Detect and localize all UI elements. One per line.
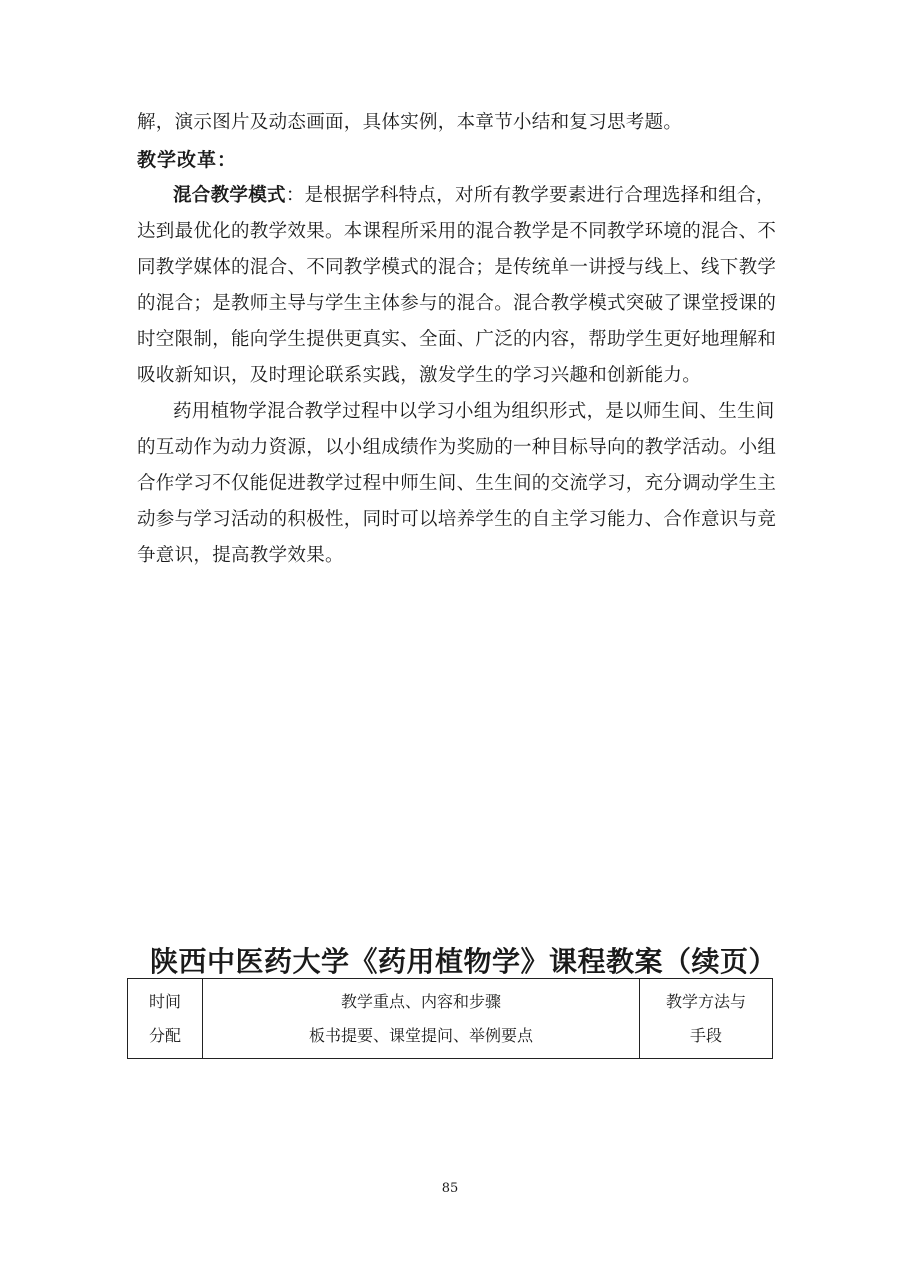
paragraph2-line-5: 争意识，提高教学效果。 <box>137 545 344 566</box>
teaching-methods-header <box>640 979 773 1059</box>
opening-line: 解，演示图片及动态画面，具体实例，本章节小结和复习思考题。 <box>137 112 683 133</box>
lead-term: 混合教学模式 <box>173 185 286 206</box>
paragraph1-line-1-text: ：是根据学科特点，对所有教学要素进行合理选择和组合， <box>285 185 775 206</box>
page-number: 85 <box>441 1181 459 1196</box>
teaching-methods-line-1: 教学方法与 <box>665 991 746 1011</box>
paragraph1-line-3: 同教学媒体的混合、不同教学模式的混合；是传统单一讲授与线上、线下教学 <box>137 257 777 278</box>
section-heading: 教学改革： <box>137 149 238 171</box>
paragraph1-line-2: 达到最优化的教学效果。本课程所采用的混合教学是不同教学环境的混合、不 <box>137 221 777 242</box>
paragraph2-line-4: 动参与学习活动的积极性，同时可以培养学生的自主学习能力、合作意识与竞 <box>137 509 777 530</box>
time-allocation-header <box>128 979 203 1059</box>
paragraph2-line-3: 合作学习不仅能促进教学过程中师生间、生生间的交流学习，充分调动学生主 <box>137 473 777 494</box>
paragraph1-line-6: 吸收新知识，及时理论联系实践，激发学生的学习兴趣和创新能力。 <box>137 365 702 386</box>
content-steps-header <box>203 979 640 1059</box>
time-allocation-line-1: 时间 <box>148 991 181 1011</box>
table-row <box>128 979 773 1059</box>
lesson-plan-header-table <box>127 978 773 1059</box>
teaching-methods-line-2: 手段 <box>689 1025 722 1045</box>
paragraph2-line-2: 的互动作为动力资源，以小组成绩作为奖励的一种目标导向的教学活动。小组 <box>137 437 777 458</box>
paragraph2-line-1: 药用植物学混合教学过程中以学习小组为组织形式，是以师生间、生生间 <box>173 401 775 422</box>
continuation-title: 陕西中医药大学《药用植物学》课程教案（续页） <box>150 945 778 978</box>
paragraph1-line-4: 的混合；是教师主导与学生主体参与的混合。混合教学模式突破了课堂授课的 <box>137 293 777 314</box>
content-steps-line-2: 板书提要、课堂提问、举例要点 <box>308 1025 533 1045</box>
time-allocation-line-2: 分配 <box>148 1025 181 1045</box>
paragraph1-line-5: 时空限制，能向学生提供更真实、全面、广泛的内容，帮助学生更好地理解和 <box>137 329 777 350</box>
paragraph1-line-1 <box>173 183 777 208</box>
content-steps-line-1: 教学重点、内容和步骤 <box>340 991 501 1011</box>
